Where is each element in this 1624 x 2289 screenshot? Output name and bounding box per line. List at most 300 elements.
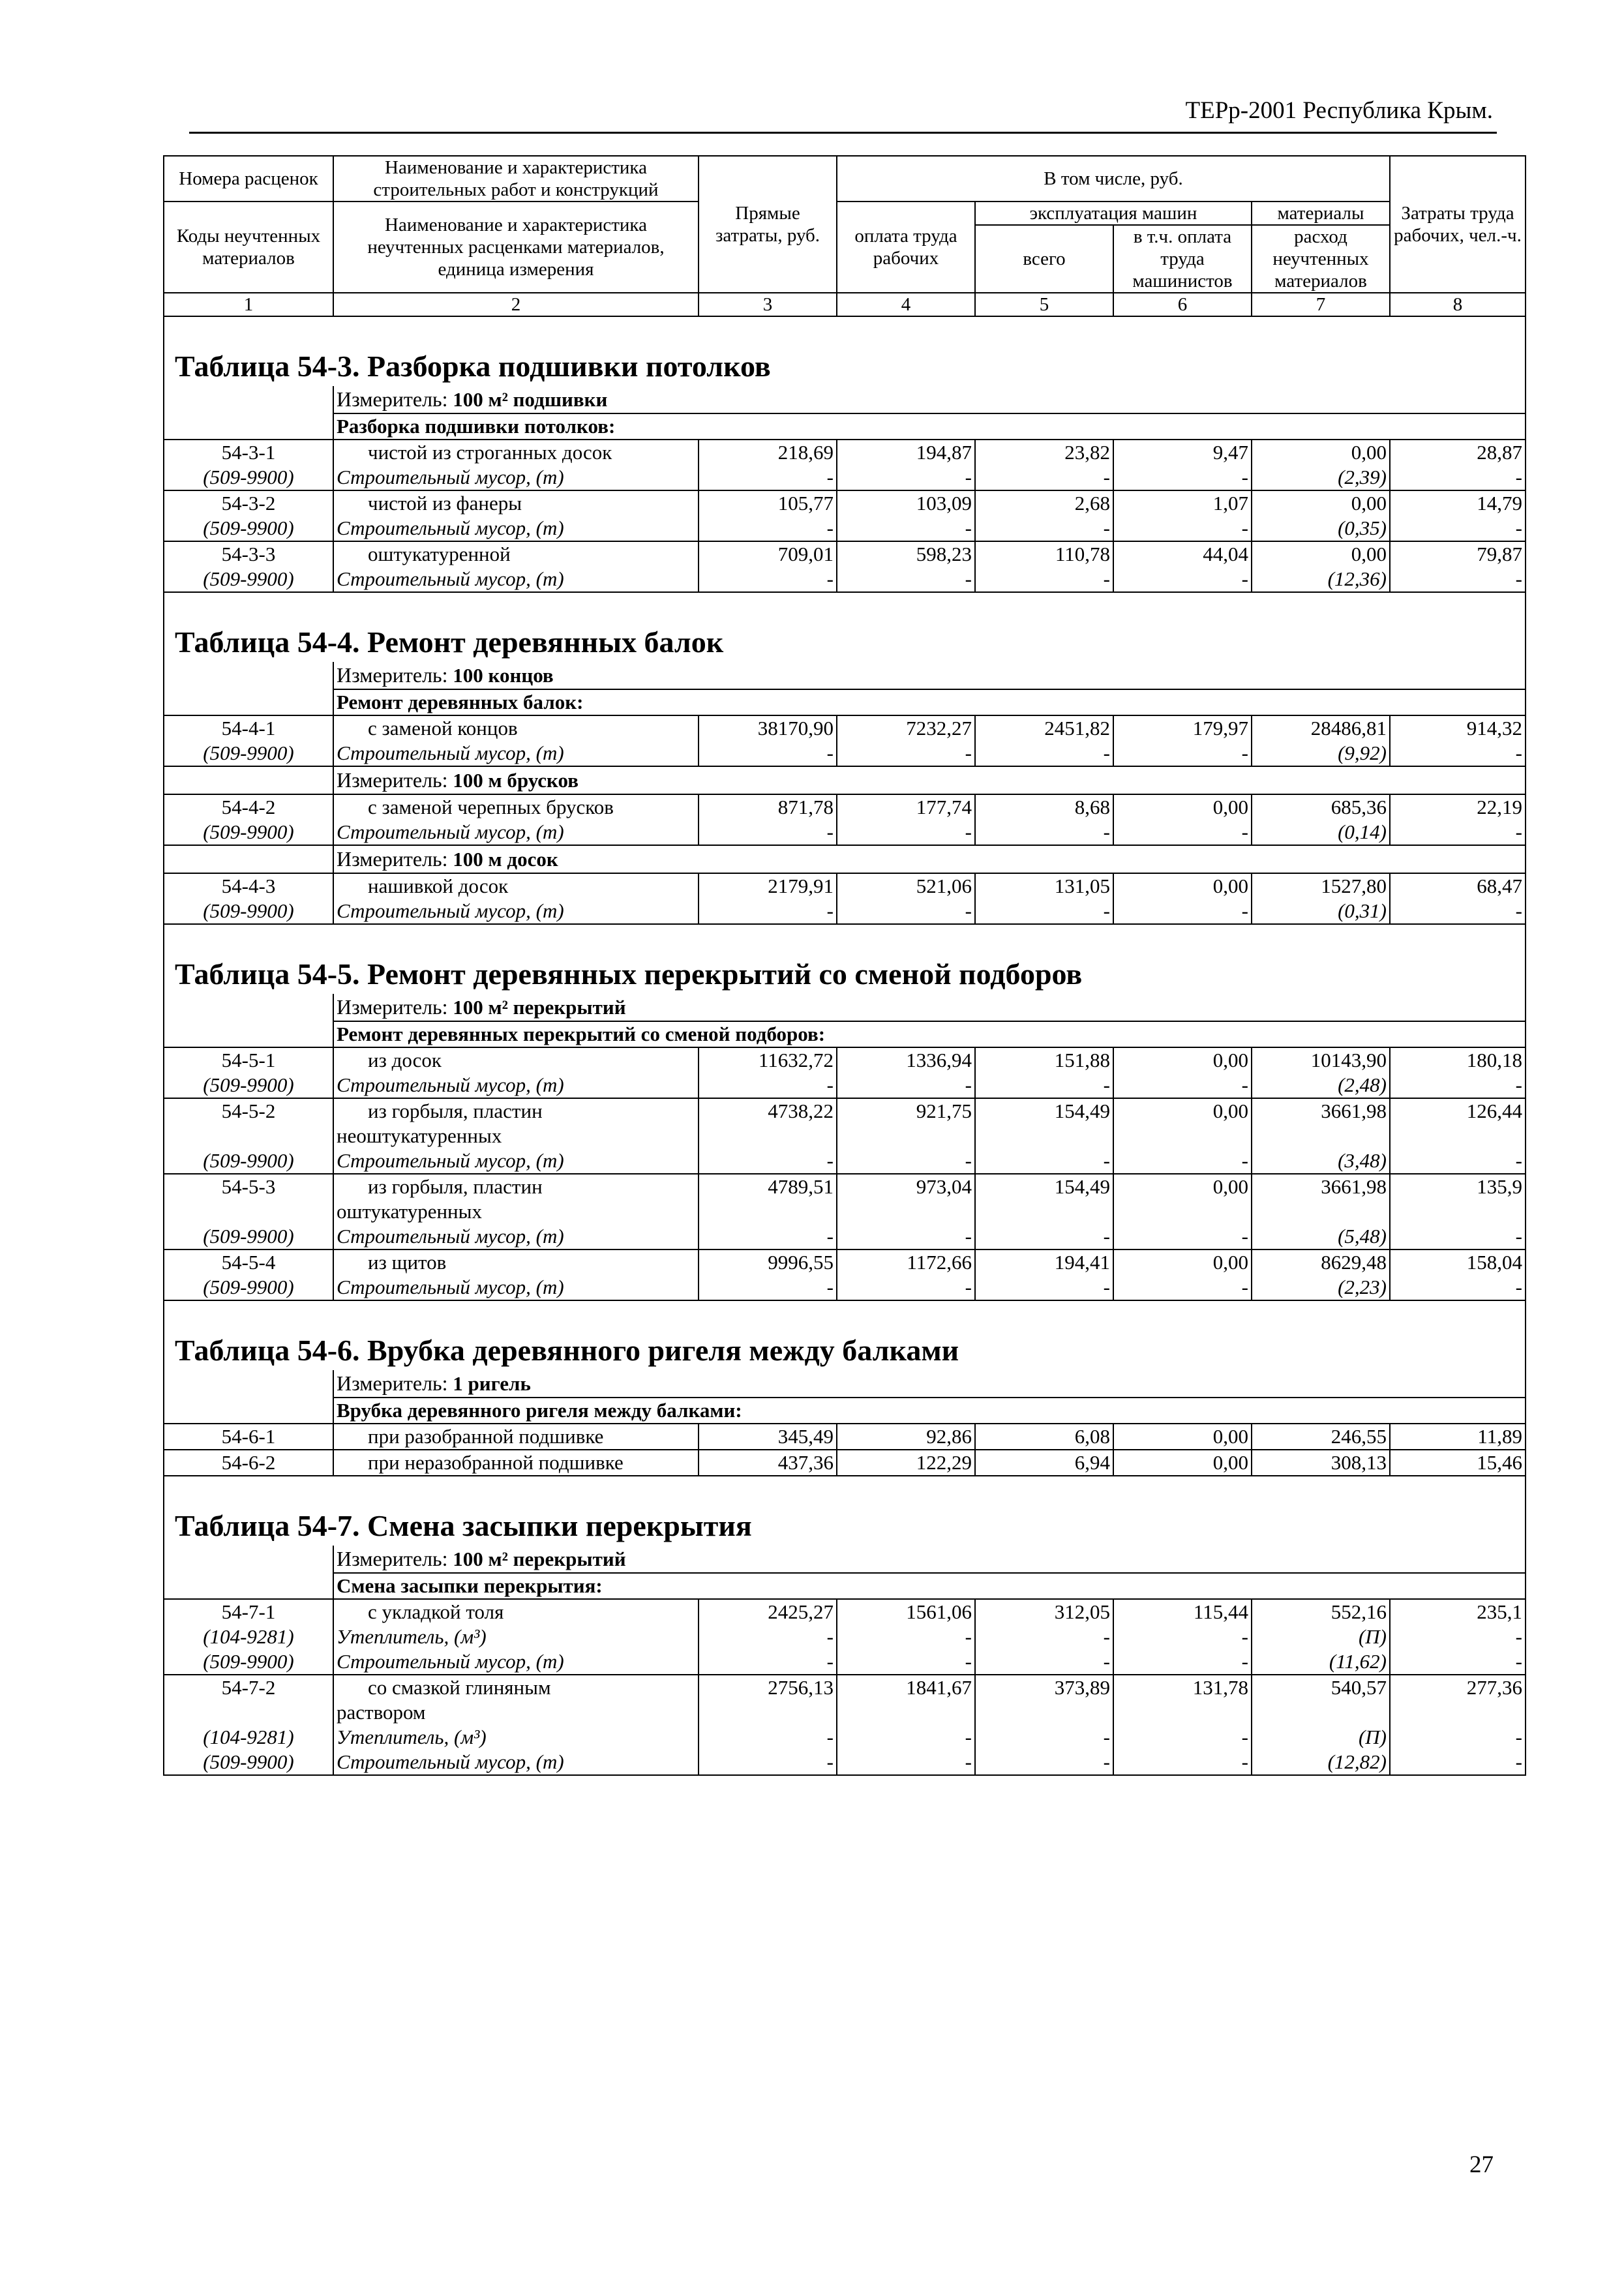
work-name: со смазкой глиняным [333,1675,699,1700]
value-cell: - [1390,567,1526,592]
value-cell: 246,55 [1252,1424,1390,1450]
value-cell: 11632,72 [699,1047,837,1073]
value-cell: - [1113,1649,1252,1675]
value-cell: 92,86 [837,1424,975,1450]
value-cell: 598,23 [837,541,975,567]
work-name: из горбыля, пластин [333,1098,699,1124]
value-cell: - [699,567,837,592]
value-cell: 115,44 [1113,1599,1252,1624]
measure-cell [333,662,1526,689]
value-cell: - [975,1725,1113,1750]
value-cell: - [1390,820,1526,845]
value-cell: 540,57 [1252,1675,1390,1700]
rate-code: (509-9900) [164,1649,333,1675]
rate-code: 54-3-3 [164,541,333,567]
value-cell: - [1113,1750,1252,1775]
value-cell: - [837,1073,975,1098]
value-cell: - [699,741,837,766]
measure-spacer [164,386,333,413]
value-cell [1113,1700,1252,1725]
measure-row [164,386,1526,413]
value-cell: (9,92) [1252,741,1390,766]
value-cell: - [837,1725,975,1750]
incl-header: В том числе, руб. [837,156,1390,202]
value-cell: - [1113,1624,1252,1649]
value-cell: - [699,1649,837,1675]
value-cell: 3661,98 [1252,1098,1390,1124]
value-cell: - [975,1224,1113,1249]
value-cell: - [837,899,975,924]
page-number: 27 [1469,2151,1494,2178]
table-row [164,1624,1526,1649]
rate-code: (104-9281) [164,1725,333,1750]
value-cell: - [975,516,1113,541]
value-cell: (2,39) [1252,465,1390,490]
table-title: Таблица 54-5. Ремонт деревянных перекрытий со сменой подборов [164,924,1526,994]
measure-label: Измеритель: [337,995,448,1019]
value-cell: 1172,66 [837,1249,975,1275]
value-cell: 1527,80 [1252,873,1390,899]
value-cell: - [1390,516,1526,541]
work-name: оштукатуренных [333,1199,699,1224]
value-cell: 15,46 [1390,1450,1526,1476]
value-cell: (П) [1252,1725,1390,1750]
value-cell: 135,9 [1390,1174,1526,1199]
machines-header: эксплуатация машин [975,202,1252,225]
value-cell: 179,97 [1113,715,1252,741]
value-cell [1252,1700,1390,1725]
measure-cell [333,845,1526,873]
value-cell: (12,82) [1252,1750,1390,1775]
value-cell: - [975,567,1113,592]
value-cell [699,1124,837,1148]
value-cell: (11,62) [1252,1649,1390,1675]
table-row [164,1424,1526,1450]
value-cell: 0,00 [1113,1047,1252,1073]
value-cell: 28,87 [1390,440,1526,465]
work-name: Строительный мусор, (т) [333,899,699,924]
value-cell: 1841,67 [837,1675,975,1700]
value-cell: - [699,1148,837,1174]
work-name: Строительный мусор, (т) [333,820,699,845]
rate-code: 54-7-1 [164,1599,333,1624]
value-cell: 921,75 [837,1098,975,1124]
measure-cell [333,994,1526,1021]
measure-row [164,766,1526,794]
measure-label: Измеритель: [337,387,448,411]
col-num: 5 [975,293,1113,316]
value-cell: 194,41 [975,1249,1113,1275]
measure-spacer [164,766,333,794]
section-spacer [164,689,333,715]
value-cell [975,1124,1113,1148]
col-num: 1 [164,293,333,316]
rate-code: (509-9900) [164,741,333,766]
table-row [164,516,1526,541]
col7-header: расход неучтенных материалов [1252,225,1390,293]
col-num: 8 [1390,293,1526,316]
value-cell: - [975,1750,1113,1775]
value-cell: 437,36 [699,1450,837,1476]
section-spacer [164,1398,333,1424]
value-cell: 0,00 [1113,1174,1252,1199]
value-cell [1390,1700,1526,1725]
section-spacer [164,1021,333,1047]
value-cell: 1336,94 [837,1047,975,1073]
value-cell: 6,94 [975,1450,1113,1476]
section-title: Смена засыпки перекрытия: [333,1573,1526,1599]
value-cell: - [837,1275,975,1300]
measure-label: Измеритель: [337,768,448,792]
value-cell: 126,44 [1390,1098,1526,1124]
value-cell: 685,36 [1252,794,1390,820]
work-name: Строительный мусор, (т) [333,1148,699,1174]
value-cell: 312,05 [975,1599,1113,1624]
value-cell: - [1390,1275,1526,1300]
value-cell: (2,48) [1252,1073,1390,1098]
value-cell: 8629,48 [1252,1249,1390,1275]
section-spacer [164,413,333,440]
rate-code: 54-5-3 [164,1174,333,1199]
table-row [164,1450,1526,1476]
value-cell: 9996,55 [699,1249,837,1275]
table-row [164,1124,1526,1148]
measure-value: 100 м² перекрытий [453,996,626,1019]
value-cell: - [1390,899,1526,924]
value-cell: - [699,1750,837,1775]
measure-cell [333,386,1526,413]
value-cell: - [975,741,1113,766]
value-cell: - [699,1624,837,1649]
col-num: 6 [1113,293,1252,316]
value-cell: - [1390,1148,1526,1174]
rate-code: (509-9900) [164,1224,333,1249]
value-cell: - [1113,1224,1252,1249]
rate-code: 54-4-2 [164,794,333,820]
value-cell: 154,49 [975,1174,1113,1199]
value-cell: - [837,1148,975,1174]
value-cell: 235,1 [1390,1599,1526,1624]
section-row [164,1021,1526,1047]
measure-row [164,662,1526,689]
rate-code: (104-9281) [164,1624,333,1649]
value-cell: - [699,1725,837,1750]
col3-header: Прямые затраты, руб. [699,156,837,293]
value-cell: 154,49 [975,1098,1113,1124]
value-cell: 373,89 [975,1675,1113,1700]
table-row [164,1199,1526,1224]
table-row [164,1649,1526,1675]
table-row [164,873,1526,899]
value-cell: 122,29 [837,1450,975,1476]
value-cell: 0,00 [1113,1450,1252,1476]
value-cell: - [1113,1275,1252,1300]
value-cell: - [837,465,975,490]
value-cell [1390,1199,1526,1224]
table-row [164,1224,1526,1249]
value-cell: - [975,1649,1113,1675]
table-row [164,1675,1526,1700]
value-cell: 14,79 [1390,490,1526,516]
rate-code: (509-9900) [164,1073,333,1098]
table-row [164,820,1526,845]
work-name: Строительный мусор, (т) [333,465,699,490]
col1-top-header: Номера расценок [164,156,333,202]
rate-code: 54-5-1 [164,1047,333,1073]
value-cell: - [1390,1649,1526,1675]
value-cell: 158,04 [1390,1249,1526,1275]
value-cell: - [837,1624,975,1649]
work-name: при неразобранной подшивке [333,1450,699,1476]
value-cell: - [1390,1224,1526,1249]
value-cell: - [1390,1725,1526,1750]
value-cell: (0,35) [1252,516,1390,541]
value-cell: 11,89 [1390,1424,1526,1450]
table-row [164,1249,1526,1275]
measure-value: 100 м брусков [453,769,579,792]
value-cell: - [837,820,975,845]
table-title: Таблица 54-7. Смена засыпки перекрытия [164,1476,1526,1546]
value-cell: 709,01 [699,541,837,567]
value-cell: - [1113,741,1252,766]
measure-cell [333,1546,1526,1573]
value-cell: - [1390,1624,1526,1649]
work-name: чистой из фанеры [333,490,699,516]
value-cell: 68,47 [1390,873,1526,899]
value-cell: 194,87 [837,440,975,465]
work-name: Утеплитель, (м³) [333,1624,699,1649]
value-cell [1113,1124,1252,1148]
value-cell: - [1113,465,1252,490]
table-row [164,715,1526,741]
value-cell [1252,1199,1390,1224]
value-cell: 973,04 [837,1174,975,1199]
value-cell: - [699,820,837,845]
work-name: из горбыля, пластин [333,1174,699,1199]
section-title: Ремонт деревянных перекрытий со сменой подборов: [333,1021,1526,1047]
value-cell [1252,1124,1390,1148]
rate-code [164,1199,333,1224]
value-cell: 4738,22 [699,1098,837,1124]
work-name: чистой из строганных досок [333,440,699,465]
value-cell: 0,00 [1113,1098,1252,1124]
measure-row [164,1546,1526,1573]
rate-code: 54-6-2 [164,1450,333,1476]
value-cell: - [975,899,1113,924]
table-title-row [164,924,1526,994]
value-cell: 2425,27 [699,1599,837,1624]
measure-value: 100 концов [453,664,554,687]
work-name: из досок [333,1047,699,1073]
value-cell [837,1124,975,1148]
section-title: Ремонт деревянных балок: [333,689,1526,715]
value-cell [699,1700,837,1725]
value-cell: 10143,90 [1252,1047,1390,1073]
table-title: Таблица 54-3. Разборка подшивки потолков [164,316,1526,386]
col4-header: оплата труда рабочих [837,202,975,293]
table-title-row [164,316,1526,386]
value-cell: 8,68 [975,794,1113,820]
rate-code: 54-3-1 [164,440,333,465]
measure-label: Измеритель: [337,1371,448,1395]
section-row [164,1573,1526,1599]
value-cell: - [975,1624,1113,1649]
col2-bottom-header: Наименование и характеристика неучтенных расценками материалов, единица измерения [333,202,699,293]
value-cell: - [1113,899,1252,924]
value-cell: - [837,1649,975,1675]
table-row [164,440,1526,465]
value-cell: - [1390,1073,1526,1098]
table-row [164,1725,1526,1750]
value-cell: 38170,90 [699,715,837,741]
rate-code: 54-7-2 [164,1675,333,1700]
rate-code: (509-9900) [164,1148,333,1174]
value-cell [837,1700,975,1725]
work-name: Утеплитель, (м³) [333,1725,699,1750]
value-cell: 151,88 [975,1047,1113,1073]
value-cell: (2,23) [1252,1275,1390,1300]
value-cell: 0,00 [1113,1424,1252,1450]
value-cell: 871,78 [699,794,837,820]
value-cell [1390,1124,1526,1148]
value-cell: - [975,820,1113,845]
section-title: Врубка деревянного ригеля между балками: [333,1398,1526,1424]
value-cell: (5,48) [1252,1224,1390,1249]
value-cell: - [699,465,837,490]
rate-code [164,1700,333,1725]
measure-spacer [164,1370,333,1398]
value-cell: - [1113,567,1252,592]
value-cell: - [837,567,975,592]
rate-code: (509-9900) [164,516,333,541]
measure-spacer [164,994,333,1021]
value-cell [837,1199,975,1224]
table-row [164,541,1526,567]
value-cell: (3,48) [1252,1148,1390,1174]
table-title: Таблица 54-6. Врубка деревянного ригеля между балками [164,1300,1526,1370]
value-cell: - [1390,1750,1526,1775]
section-spacer [164,1573,333,1599]
table-row [164,1098,1526,1124]
value-cell: 4789,51 [699,1174,837,1199]
rate-code: 54-4-3 [164,873,333,899]
work-name: Строительный мусор, (т) [333,1750,699,1775]
work-name: с укладкой толя [333,1599,699,1624]
value-cell: - [975,1073,1113,1098]
value-cell: 1,07 [1113,490,1252,516]
value-cell: (0,31) [1252,899,1390,924]
value-cell: - [699,899,837,924]
value-cell: 0,00 [1252,490,1390,516]
value-cell: (12,36) [1252,567,1390,592]
work-name: с заменой концов [333,715,699,741]
value-cell: 521,06 [837,873,975,899]
value-cell [975,1700,1113,1725]
value-cell: - [1390,741,1526,766]
value-cell: 7232,27 [837,715,975,741]
table-title: Таблица 54-4. Ремонт деревянных балок [164,592,1526,662]
table-row [164,1275,1526,1300]
value-cell: 0,00 [1113,1249,1252,1275]
value-cell: 3661,98 [1252,1174,1390,1199]
col8-header: Затраты труда рабочих, чел.-ч. [1390,156,1526,293]
measure-row [164,1370,1526,1398]
table-row [164,1148,1526,1174]
table-row [164,794,1526,820]
table-row [164,490,1526,516]
value-cell: 2179,91 [699,873,837,899]
measure-spacer [164,662,333,689]
rate-code: (509-9900) [164,567,333,592]
value-cell: 22,19 [1390,794,1526,820]
value-cell: 105,77 [699,490,837,516]
col6-header: в т.ч. оплата труда машинистов [1113,225,1252,293]
table-row [164,567,1526,592]
value-cell: - [975,465,1113,490]
table-row [164,1047,1526,1073]
table-row [164,1174,1526,1199]
rate-code [164,1124,333,1148]
value-cell: 914,32 [1390,715,1526,741]
value-cell: 2756,13 [699,1675,837,1700]
value-cell: 79,87 [1390,541,1526,567]
measure-label: Измеритель: [337,663,448,687]
rate-code: (509-9900) [164,1275,333,1300]
header-title: ТЕРр-2001 Республика Крым. [1185,97,1493,124]
value-cell: - [1113,1073,1252,1098]
value-cell: 23,82 [975,440,1113,465]
value-cell: - [837,1750,975,1775]
value-cell: 103,09 [837,490,975,516]
measure-spacer [164,1546,333,1573]
col-num: 3 [699,293,837,316]
col1-bottom-header: Коды неучтенных материалов [164,202,333,293]
value-cell: - [699,516,837,541]
value-cell: 277,36 [1390,1675,1526,1700]
measure-row [164,845,1526,873]
table-row [164,741,1526,766]
value-cell: 0,00 [1113,794,1252,820]
column-numbers-row [164,293,1526,316]
work-name: Строительный мусор, (т) [333,1073,699,1098]
value-cell: 44,04 [1113,541,1252,567]
table-title-row [164,592,1526,662]
value-cell: 177,74 [837,794,975,820]
table-title-row [164,1476,1526,1546]
measure-cell [333,766,1526,794]
work-name: Строительный мусор, (т) [333,516,699,541]
measure-label: Измеритель: [337,1547,448,1570]
work-name: Строительный мусор, (т) [333,741,699,766]
value-cell: 345,49 [699,1424,837,1450]
measure-value: 100 м² подшивки [453,388,608,411]
value-cell [699,1199,837,1224]
value-cell: (0,14) [1252,820,1390,845]
value-cell: 552,16 [1252,1599,1390,1624]
col5-header: всего [975,225,1113,293]
value-cell: - [837,741,975,766]
col-num: 7 [1252,293,1390,316]
work-name: Строительный мусор, (т) [333,567,699,592]
value-cell: - [1113,1725,1252,1750]
work-name: из щитов [333,1249,699,1275]
table-row [164,1700,1526,1725]
value-cell: 131,78 [1113,1675,1252,1700]
rate-code: (509-9900) [164,899,333,924]
rate-code: 54-6-1 [164,1424,333,1450]
value-cell: 180,18 [1390,1047,1526,1073]
table-row [164,1599,1526,1624]
